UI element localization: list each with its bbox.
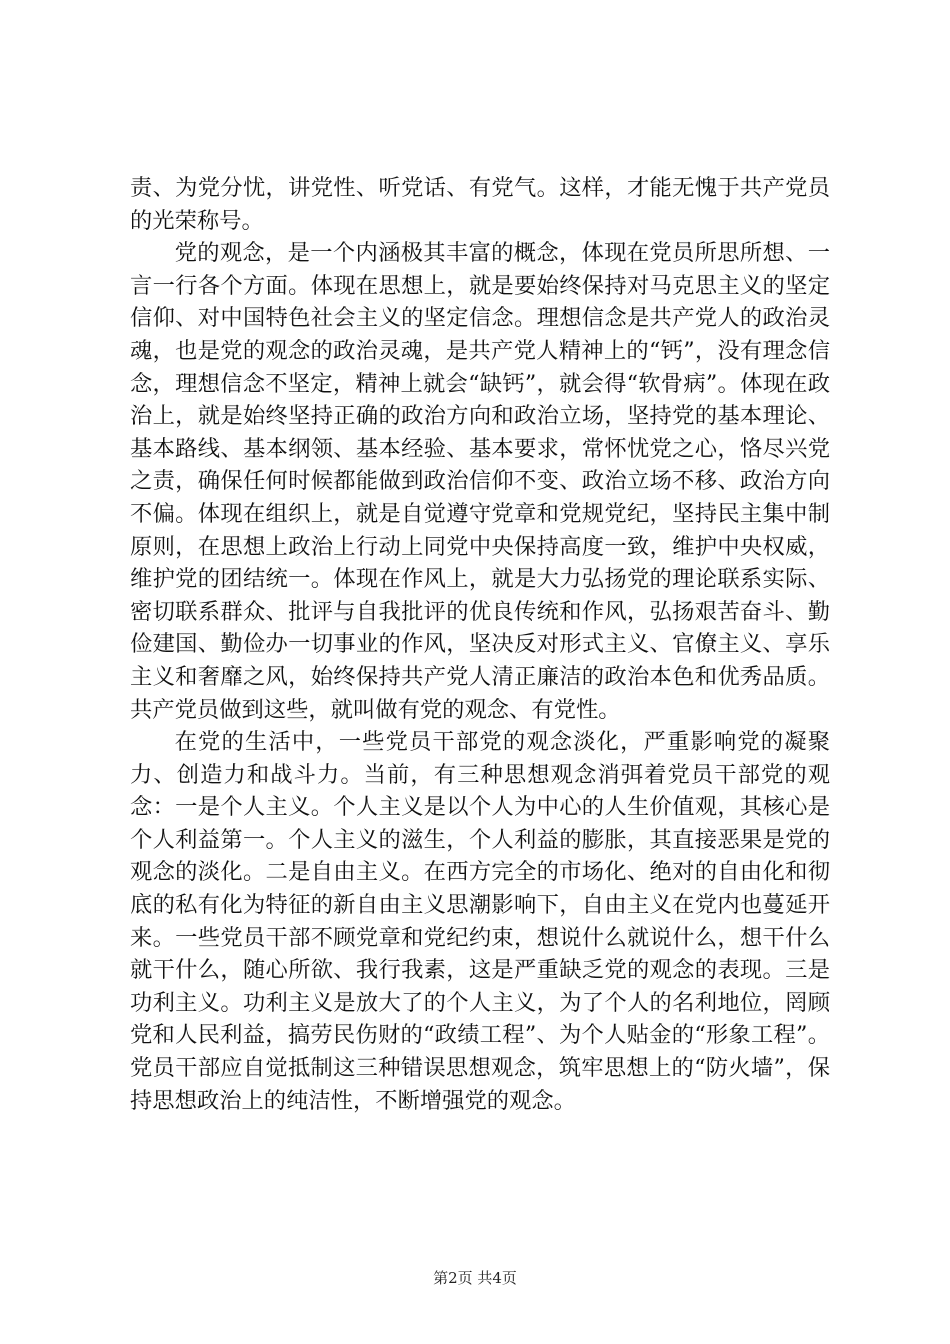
document-body xyxy=(130,172,830,1117)
paragraph-2: 党的观念，是一个内涵极其丰富的概念，体现在党员所思所想、一言一行各个方面。体现在思想上，就是要始终保持对马克思主义的坚定信仰、对中国特色社会主义的坚定信念。理想信念是共产党人的政治灵魂，也是党的观念的政治灵魂，是共产党人精神上的“钙”，没有理念信念，理想信念不坚定，精神上就会“缺钙”，就会得“软骨病”。体现在政治上，就是始终坚持正确的政治方向和政治立场，坚持党的基本理论、基本路线、基本纲领、基本经验、基本要求，常怀忧党之心，恪尽兴党之责，确保任何时候都能做到政治信仰不变、政治立场不移、政治方向不偏。体现在组织上，就是自觉遵守党章和党规党纪，坚持民主集中制原则，在思想上政治上行动上同党中央保持高度一致，维护中央权威，维护党的团结统一。体现在作风上，就是大力弘扬党的理论联系实际、密切联系群众、批评与自我批评的优良传统和作风，弘扬艰苦奋斗、勤俭建国、勤俭办一切事业的作风，坚决反对形式主义、官僚主义、享乐主义和奢靡之风，始终保持共产党人清正廉洁的政治本色和优秀品质。共产党员做到这些，就叫做有党的观念、有党性。 xyxy=(130,240,830,723)
page-footer: 第2页 共4页 xyxy=(433,1269,517,1287)
paragraph-3: 在党的生活中，一些党员干部党的观念淡化，严重影响党的凝聚力、创造力和战斗力。当前，有三种思想观念消弭着党员干部党的观念：一是个人主义。个人主义是以个人为中心的人生价值观，其核心是个人利益第一。个人主义的滋生，个人利益的膨胀，其直接恶果是党的观念的淡化。二是自由主义。在西方完全的市场化、绝对的自由化和彻底的私有化为特征的新自由主义思潮影响下，自由主义在党内也蔓延开来。一些党员干部不顾党章和党纪约束，想说什么就说什么，想干什么就干什么，随心所欲、我行我素，这是严重缺乏党的观念的表现。三是功利主义。功利主义是放大了的个人主义，为了个人的名利地位，罔顾党和人民利益，搞劳民伤财的“政绩工程”、为个人贴金的“形象工程”。党员干部应自觉抵制这三种错误思想观念，筑牢思想上的“防火墙”，保持思想政治上的纯洁性，不断增强党的观念。 xyxy=(130,729,830,1114)
paragraph-1: 责、为党分忧，讲党性、听党话、有党气。这样，才能无愧于共产党员的光荣称号。 xyxy=(130,175,830,234)
